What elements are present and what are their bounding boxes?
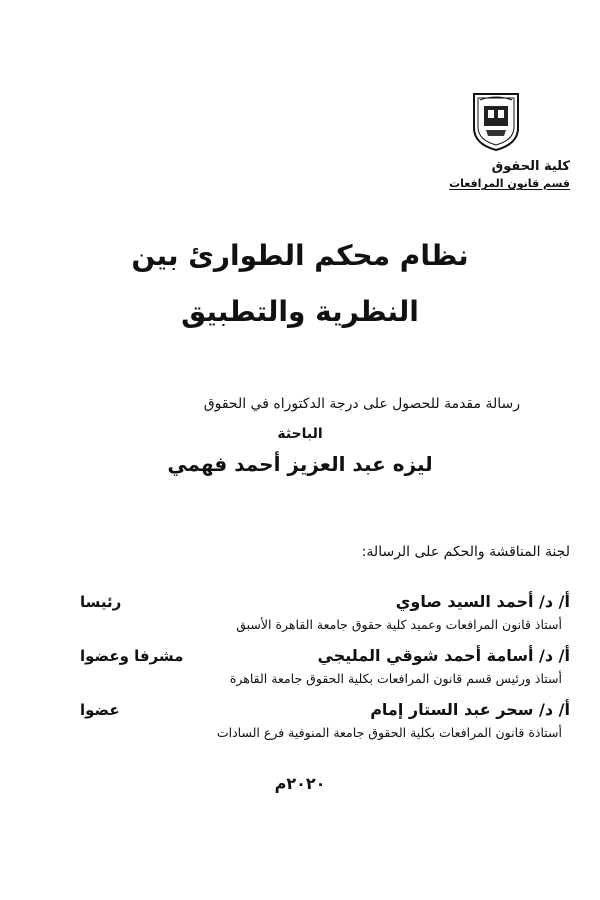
member-name: أ/ د/ سحر عبد الستار إمام [370,700,570,719]
member-role: رئيسا [80,593,122,611]
member-role: مشرفا وعضوا [80,647,184,665]
title-line-1: نظام محكم الطوارئ بين [131,239,469,272]
committee-member [80,592,570,632]
year: ٢٠٢٠م [274,774,326,793]
faculty-block [420,158,570,192]
member-name: أ/ د/ أحمد السيد صاوي [395,592,570,611]
member-role: عضوا [80,701,120,719]
thesis-title [60,228,540,340]
department-name: قسم قانون المرافعات [449,177,570,190]
title-line-2: النظرية والتطبيق [181,295,419,328]
submission-statement: رسالة مقدمة للحصول على درجة الدكتوراه في الحقوق [203,396,520,412]
member-description: أستاذة قانون المرافعات بكلية الحقوق جامعة المنوفية فرع السادات [216,725,562,740]
researcher-name: ليزه عبد العزيز أحمد فهمي [167,452,433,476]
researcher-label: الباحثة [277,426,323,442]
member-name: أ/ د/ أسامة أحمد شوقي المليجي [317,646,570,665]
member-description: أستاذ ورئيس قسم قانون المرافعات بكلية الحقوق جامعة القاهرة [229,671,562,686]
faculty-name: كلية الحقوق [491,159,570,174]
member-description: أستاذ قانون المرافعات وعميد كلية حقوق جامعة القاهرة الأسبق [236,617,562,632]
committee-member [80,646,570,686]
committee-header: لجنة المناقشة والحكم على الرسالة: [361,544,570,560]
committee-member [80,700,570,740]
cairo-university-logo-icon [470,88,522,152]
